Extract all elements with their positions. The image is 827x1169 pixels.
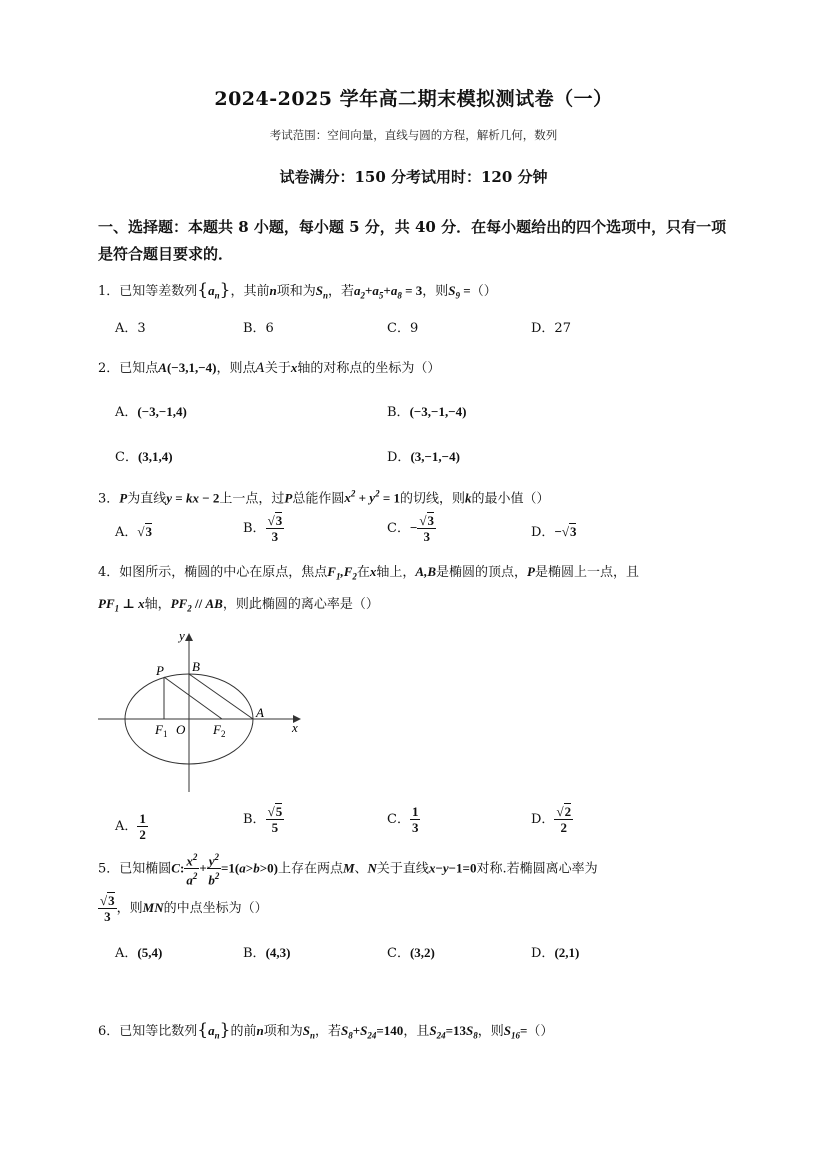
label-f2: $F_2$ [213,722,226,739]
segment-pf2 [164,677,222,719]
q2-option-a[interactable]: A．(−3,−1,4) [115,404,187,420]
q4-option-a[interactable]: A． $\frac{1}{2}$ [115,811,146,842]
label-b: B [192,659,200,674]
q2-option-c[interactable]: C．(3,1,4) [115,449,173,465]
label-o: O [176,722,186,737]
q5-option-b[interactable]: B．(4,3) [243,945,291,961]
q2-option-b[interactable]: B．(−3,−1,−4) [387,404,467,420]
q5-option-a[interactable]: A．(5,4) [115,945,163,961]
label-f1: $F_1$ [155,722,168,739]
question-4-line-2: $PF_1$ ⊥ x轴，$PF_2$ // AB，则此椭圆的离心率是（） [98,596,379,614]
q4-option-c[interactable]: C． $\frac{1}{3}$ [387,804,419,835]
q1-option-a[interactable]: A．3 [115,321,146,336]
q5-option-d[interactable]: D．(2,1) [531,945,580,961]
question-6: 6．已知等比数列$\{a_n\}$的前n项和为$S_n$，若$S_8+S_{24}=140$，且$S_{24}=13S_8$，则$S_{16}=()$ [98,1020,554,1041]
question-1: 1．已知等差数列$\{a_n\}$，其前n项和为$S_n$，若$a_2+a_5+a_8 = 3$，则$S_9$ =（） [98,280,497,301]
label-x: x [292,720,298,735]
ellipse-figure [96,624,316,796]
section-heading: 一、选择题：本题共 8 小题，每小题 5 分，共 40 分．在每小题给出的四个选项中，只有一项是符合题目要求的． [98,218,727,263]
q4-option-b[interactable]: B． $\frac{√5}{5}$ [243,804,283,835]
q1-option-d[interactable]: D．27 [531,321,571,336]
question-4-line-1: 4．如图所示，椭圆的中心在原点，焦点$F_1,F_2$在x轴上，A,B是椭圆的顶点，P是椭圆上一点，且 [98,564,639,582]
question-2: 2．已知点A(−3,1,−4)，则点A关于x轴的对称点的坐标为（） [98,360,441,376]
label-y: y [179,628,185,643]
question-5-line-2: $\frac{√3}{3}$ ，则MN的中点坐标为（） [100,893,268,924]
q3-option-b[interactable]: B． $\frac{√3}{3}$ [243,513,283,544]
page-title: 2024-2025 学年高二期末模拟测试卷（一） [214,88,613,110]
q1-option-b[interactable]: B．6 [243,321,274,336]
exam-scope: 考试范围：空间向量，直线与圆的方程，解析几何，数列 [269,128,558,142]
segment-ab [189,674,253,719]
q1-option-c[interactable]: C．9 [387,321,419,336]
q3-option-d[interactable]: D．−√3 [531,524,577,540]
label-a: A [256,705,264,720]
q4-option-d[interactable]: D． $\frac{√2}{2}$ [531,804,572,835]
question-5-line-1: 5．已知椭圆C: $\frac{x^2}{a^2}$ + $\frac{y^2}{b^2}$ =1(a>b>0)上存在两点M、N关于直线x−y−1=0对称.若椭圆离心率为 [98,852,598,888]
exam-meta: 试卷满分：150 分考试用时：120 分钟 [279,168,548,186]
label-p: P [156,663,164,678]
q3-option-c[interactable]: C．− $\frac{√3}{3}$ [387,513,435,544]
q3-option-a[interactable]: A．√3 [115,524,153,540]
q5-option-c[interactable]: C．(3,2) [387,945,435,961]
q2-option-d[interactable]: D．(3,−1,−4) [387,449,460,465]
question-3: 3．P为直线y = kx − 2上一点，过P总能作圆$x^2 + y^2 = 1$的切线，则k的最小值（） [98,489,550,507]
